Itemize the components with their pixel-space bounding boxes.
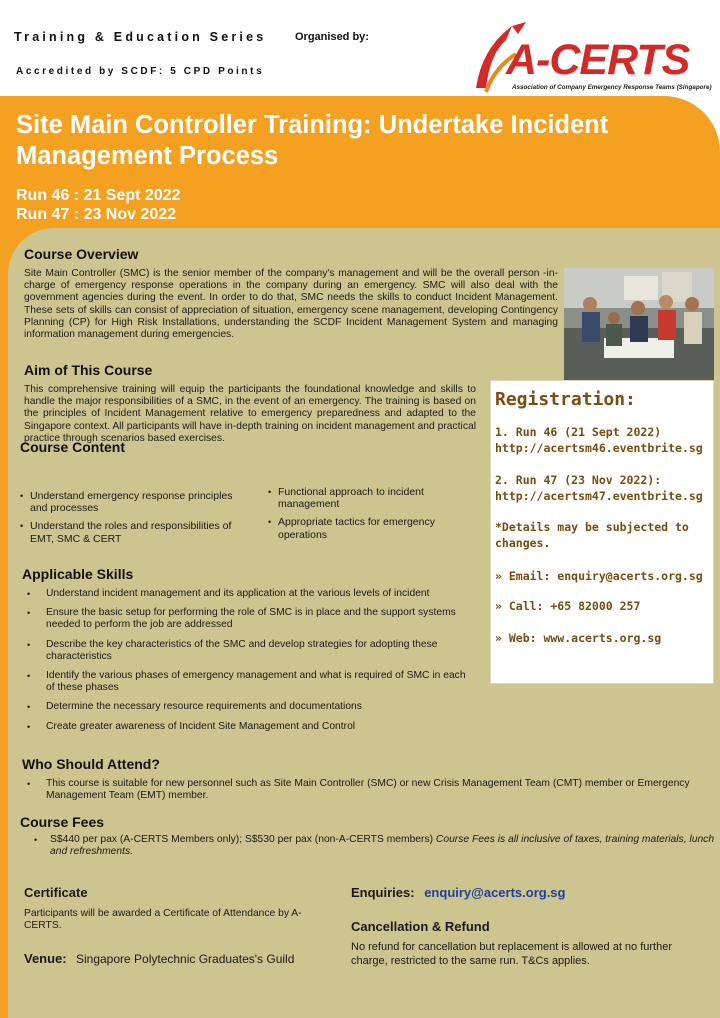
- enquiries: [351, 885, 565, 900]
- list-item: • Appropriate tactics for emergency operations: [268, 516, 458, 540]
- registration-run47: 2. Run 47 (23 Nov 2022):: [495, 473, 662, 487]
- run-47: Run 47 : 23 Nov 2022: [16, 206, 177, 223]
- fees-item: [30, 834, 720, 858]
- fees-heading: Course Fees: [20, 814, 105, 830]
- training-photo: [564, 268, 714, 380]
- venue-value: Singapore Polytechnic Graduates's Guild: [75, 952, 295, 966]
- attend-list: [24, 778, 704, 809]
- aim-text: This comprehensive training will equip the participants the foundational knowledge and skills to handle the major responsibilities of a SMC, in the event of an emergency. The training is based on the principles of Incident Management relative to emergency preparedness and adapted to the Singapore context. All participants will have in-depth training on incident management and practical practice through scenarios based exercises.: [24, 384, 476, 444]
- overview-heading: Course Overview: [24, 246, 139, 262]
- run-46: Run 46 : 21 Sept 2022: [16, 187, 181, 204]
- list-item: • This course is suitable for new personnel such as Site Main Controller (SMC) or new Crisis Management Team (CMT) member or Emergency Management Team (EMT) member.: [24, 778, 704, 802]
- series-title: Training & Education Series: [14, 30, 267, 44]
- list-item: • Functional approach to incident management: [268, 486, 458, 510]
- enquiries-label: Enquiries:: [351, 885, 415, 900]
- list-item: • Identify the various phases of emergency management and what is required of SMC in each of these phases: [24, 670, 470, 694]
- registration-email[interactable]: » Email: enquiry@acerts.org.sg: [495, 569, 703, 583]
- registration-heading: Registration:: [495, 389, 636, 410]
- organised-by: Organised by:: [295, 31, 369, 43]
- certificate-text: Participants will be awarded a Certificate of Attendance by A-CERTS.: [24, 908, 302, 932]
- list-item: • Create greater awareness of Incident Site Management and Control: [24, 721, 470, 733]
- list-item: • Understand emergency response principles and processes: [20, 490, 250, 514]
- list-item: • Ensure the basic setup for performing the role of SMC is in place and the support systems needed to perform the job are addressed: [24, 607, 470, 631]
- content-list-left: [20, 490, 250, 551]
- enquiries-email-link[interactable]: enquiry@acerts.org.sg: [424, 885, 566, 900]
- registration-web[interactable]: » Web: www.acerts.org.sg: [495, 631, 662, 645]
- content-heading: Course Content: [20, 439, 125, 455]
- attend-heading: Who Should Attend?: [22, 756, 160, 772]
- list-item: • Understand the roles and responsibilities of EMT, SMC & CERT: [20, 520, 250, 544]
- course-title: Site Main Controller Training: Undertake Incident Management Process: [16, 111, 609, 170]
- logo-text: A-CERTS: [506, 36, 690, 84]
- venue-label: Venue:: [24, 951, 67, 966]
- overview-text: Site Main Controller (SMC) is the senior member of the company's management and will be the overall person -in-charge of emergency response operations in the company during an emergency. SMC will also deal with the government agencies during the event. In order to do that, SMC needs the skills to conduct Incident Management. These sets of skills can consist of appreciation of situation, emergency scene management, developing Contingency Planning (CP) for High Risk Installations, understanding the SCDF Incident Management System and managing information management during emergencies.: [24, 268, 558, 341]
- registration-box: [490, 380, 714, 684]
- content-list-right: [268, 486, 458, 547]
- fees-text: S$440 per pax (A-CERTS Members only); S$530 per pax (non-A-CERTS members): [50, 834, 436, 845]
- fees-note: Course Fees is all inclusive of taxes, training materials, lunch and refreshments.: [50, 834, 715, 858]
- accreditation: Accredited by SCDF: 5 CPD Points: [16, 66, 265, 77]
- skills-heading: Applicable Skills: [22, 566, 134, 582]
- certificate-heading: Certificate: [24, 885, 88, 900]
- registration-run46: 1. Run 46 (21 Sept 2022): [495, 425, 662, 439]
- registration-run46-link[interactable]: http://acertsm46.eventbrite.sg: [495, 441, 703, 455]
- list-item: • Describe the key characteristics of the SMC and develop strategies for adopting these characteristics: [24, 639, 470, 663]
- cancellation-text: No refund for cancellation but replacement is allowed at no further charge, restricted to the same run. T&Cs applies.: [351, 941, 673, 967]
- skills-list: [24, 588, 470, 740]
- list-item: • Determine the necessary resource requirements and documentations: [24, 701, 470, 713]
- venue: [24, 951, 294, 966]
- registration-run47-link[interactable]: http://acertsm47.eventbrite.sg: [495, 489, 703, 503]
- aim-heading: Aim of This Course: [24, 362, 153, 378]
- registration-note: *Details may be subjected to changes.: [495, 520, 689, 550]
- list-item: • Understand incident management and its application at the various levels of incident: [24, 588, 470, 600]
- logo-subtitle: Association of Company Emergency Response Teams (Singapore): [512, 84, 712, 91]
- cancellation-heading: Cancellation & Refund: [351, 919, 490, 934]
- registration-call[interactable]: » Call: +65 82000 257: [495, 599, 641, 613]
- bullet-icon: •: [34, 835, 38, 845]
